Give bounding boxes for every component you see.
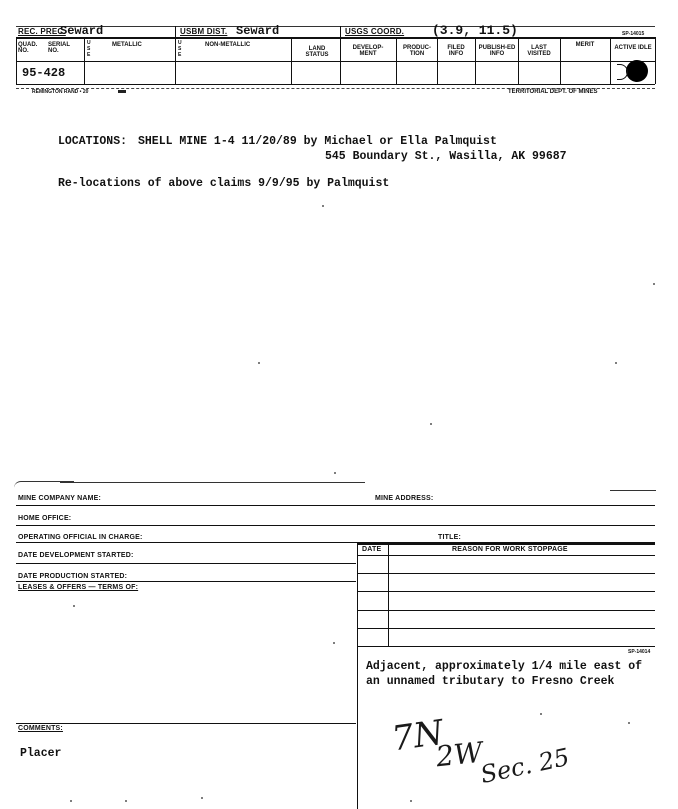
locations-text: SHELL MINE 1-4 11/20/89 by Michael or Ella Palmquist: [138, 135, 497, 148]
rec-prec-value: Seward: [60, 24, 104, 38]
footer-mark: [118, 90, 126, 93]
handwritten-section: Sec. 25: [478, 742, 572, 790]
form-number: SP-14015: [622, 31, 645, 37]
col-quad-no: QUAD. NO.: [18, 42, 38, 54]
usgs-coord-value: (3.9, 11.5): [432, 23, 518, 38]
locations-label: LOCATIONS:: [58, 135, 128, 148]
top-curve-line: [14, 481, 74, 488]
leases-label: LEASES & OFFERS — TERMS OF:: [18, 584, 139, 591]
address-text: 545 Boundary St., Wasilla, AK 99687: [325, 150, 567, 163]
col-published-info: PUBLISH-ED INFO: [478, 45, 516, 57]
quad-value: 95-428: [22, 66, 66, 80]
relocation-text: Re-locations of above claims 9/9/95 by Palmquist: [58, 177, 390, 190]
handwritten-township: 7N: [389, 712, 446, 760]
usgs-coord-label: USGS COORD.: [345, 27, 405, 36]
col-use-a: U S E: [87, 40, 91, 58]
date-development-label: DATE DEVELOPMENT STARTED:: [18, 552, 134, 559]
col-non-metallic: NON-METALLIC: [205, 42, 251, 48]
col-last-visited: LAST VISITED: [527, 45, 551, 57]
home-office-label: HOME OFFICE:: [18, 515, 72, 522]
active-status-dot: [626, 60, 648, 82]
footer-right-note: TERRITORIAL DEPT. OF MINES: [508, 89, 598, 95]
mine-address-label: MINE ADDRESS:: [375, 495, 434, 502]
col-metallic: METALLIC: [112, 42, 142, 48]
date-production-label: DATE PRODUCTION STARTED:: [18, 573, 128, 580]
location-note-line2: an unnamed tributary to Fresno Creek: [366, 675, 615, 688]
footer-left-note: REMINGTON RAND • 20: [32, 89, 89, 95]
usbm-dist-value: Seward: [236, 24, 280, 38]
idle-status-arc: [617, 64, 628, 80]
form-number-2: SP-14014: [628, 649, 651, 655]
title-label: TITLE:: [438, 534, 461, 541]
col-development: DEVELOP-MENT: [352, 45, 384, 57]
location-note-line1: Adjacent, approximately 1/4 mile east of: [366, 660, 643, 673]
col-merit: MERIT: [575, 42, 595, 48]
date-col-header: DATE: [362, 546, 382, 553]
reason-col-header: REASON FOR WORK STOPPAGE: [452, 546, 568, 553]
col-use-b: U S E: [178, 40, 182, 58]
handwritten-range: 2W: [434, 735, 485, 774]
col-land-status: LAND STATUS: [305, 46, 329, 58]
comments-value: Placer: [20, 747, 62, 760]
comments-label: COMMENTS:: [18, 725, 63, 732]
usbm-dist-label: USBM DIST.: [180, 27, 228, 36]
mine-company-name-label: MINE COMPANY NAME:: [18, 495, 102, 502]
col-active-idle: ACTIVE IDLE: [614, 45, 652, 51]
top-right-curve-line: [610, 490, 656, 491]
operating-official-label: OPERATING OFFICIAL IN CHARGE:: [18, 534, 143, 541]
col-filed-info: FILED INFO: [447, 45, 465, 57]
col-serial-no: SERIAL NO.: [48, 42, 70, 54]
col-production: PRODUC-TION: [403, 45, 431, 57]
rec-prec-label: REC. PREC.: [18, 27, 66, 36]
